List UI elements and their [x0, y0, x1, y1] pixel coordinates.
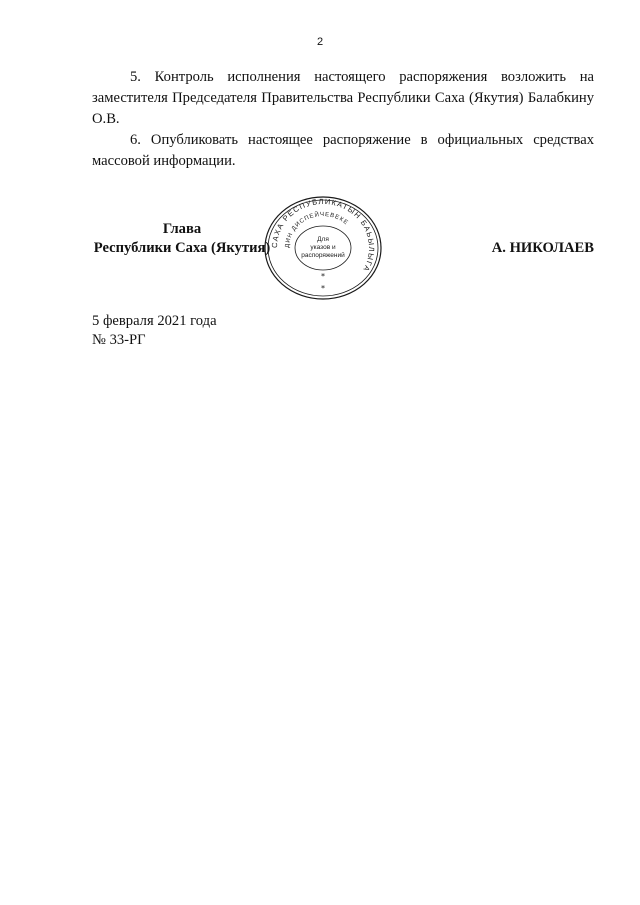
seal-star-icon: * — [321, 284, 325, 293]
seal-center-line2: указов и — [310, 244, 336, 251]
seal-center-line3: распоряжений — [301, 252, 345, 259]
document-body — [92, 67, 594, 172]
seal-star-icon: * — [321, 272, 325, 281]
document-date: 5 февраля 2021 года — [92, 313, 217, 329]
official-seal — [262, 195, 384, 301]
signatory-title — [92, 220, 272, 258]
page-number: 2 — [316, 36, 324, 48]
document-number: № 33-РГ — [92, 332, 146, 348]
paragraph-item-6: 6. Опубликовать настоящее распоряжение в официальных средствах массовой информации. — [92, 132, 594, 169]
paragraph-item-5: 5. Контроль исполнения настоящего распоряжения возложить на заместителя Председателя Правительства Республики Саха (Якутия) Балабкину О.В. — [92, 69, 594, 127]
seal-inner-text: ДИН ДИСПЕЙЧЕВЕКЕ — [284, 211, 350, 249]
signatory-title-line1: Глава — [162, 221, 202, 237]
seal-stamp-icon — [262, 195, 384, 301]
seal-outer-text: САХА РЕСПУБЛИКАТЫН БАЬЫЛЫГА — [269, 196, 377, 274]
signatory-name: А. НИКОЛАЕВ — [491, 240, 594, 256]
signatory-title-line2: Республики Саха (Якутия) — [93, 240, 271, 256]
seal-center-line1: Для — [317, 236, 329, 243]
document-date-block — [92, 312, 217, 350]
